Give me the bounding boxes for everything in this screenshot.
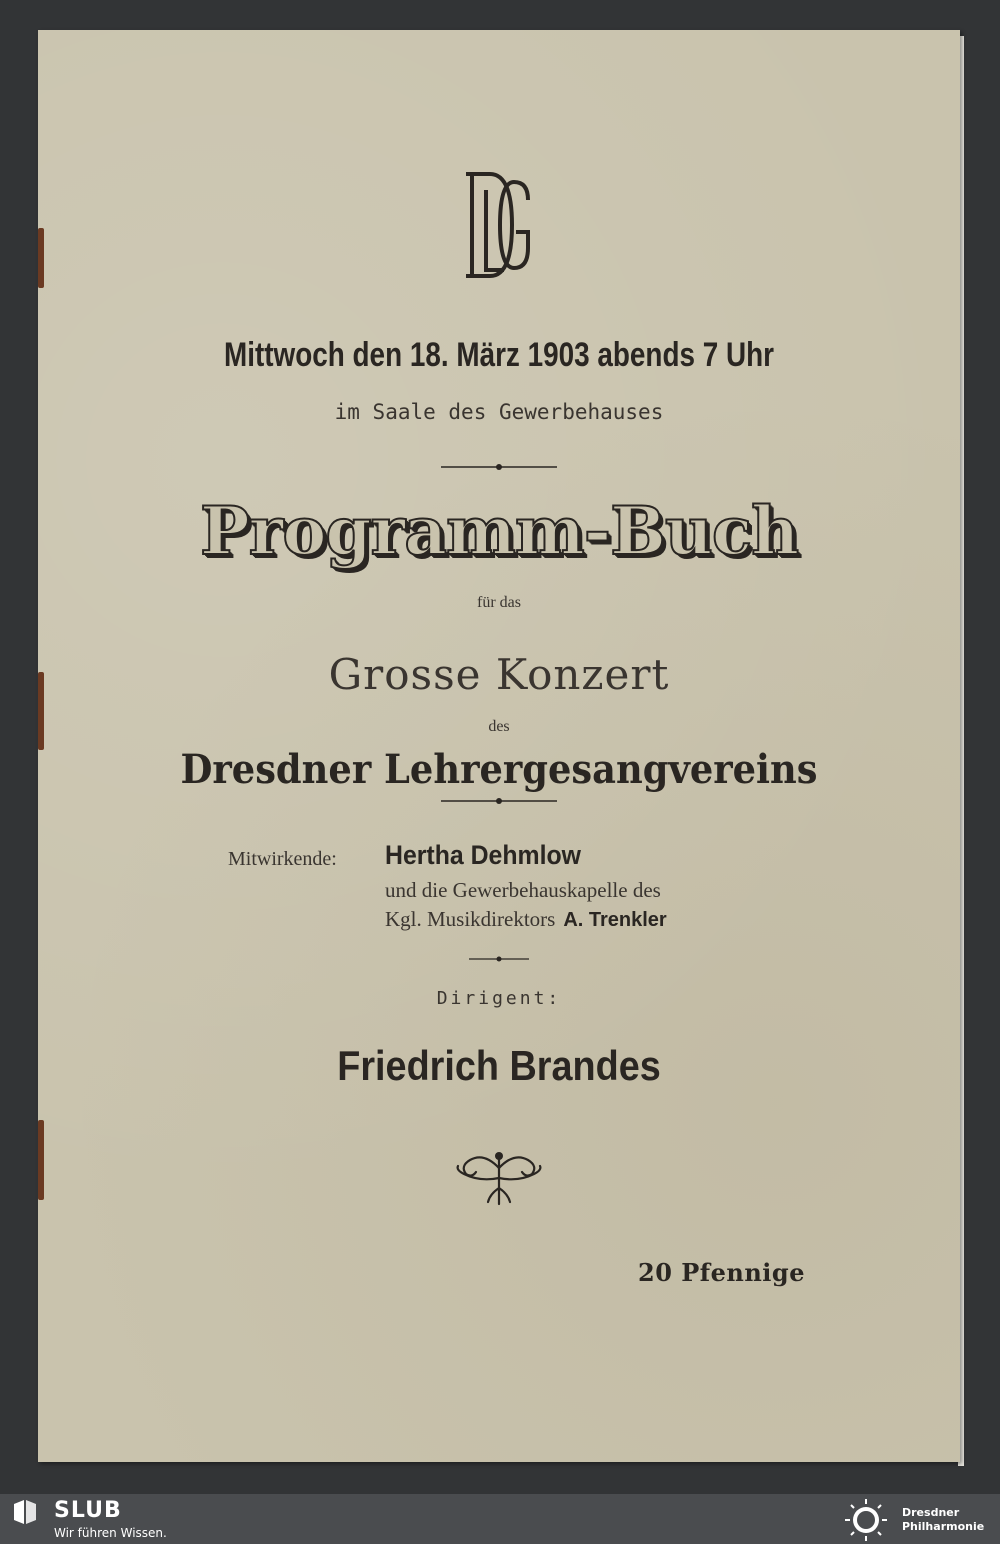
price-label: 20 Pfennige: [638, 1258, 805, 1287]
event-venue: im Saale des Gewerbehauses: [334, 400, 664, 424]
program-cover: [38, 30, 960, 1462]
soloist-name: Hertha Dehmlow: [385, 840, 582, 870]
participants-line-3-text: Kgl. Musikdirektors: [385, 907, 556, 931]
philharmonie-line-1: Dresdner: [902, 1506, 960, 1519]
divider-ornament: [38, 796, 960, 806]
fuer-das-text: für das: [477, 594, 521, 611]
divider-ornament: [38, 462, 960, 472]
participants-label: Mitwirkende:: [228, 848, 337, 870]
conductor-name: Friedrich Brandes: [337, 1042, 661, 1089]
philharmonie-line-2: Philharmonie: [902, 1520, 985, 1533]
staple-mark: [38, 1120, 44, 1200]
conductor-label: Dirigent:: [436, 988, 562, 1009]
event-date: Mittwoch den 18. März 1903 abends 7 Uhr: [223, 336, 775, 374]
slub-logo-text[interactable]: SLUB: [54, 1498, 122, 1523]
participants-line-3: [385, 907, 667, 932]
staple-mark: [38, 228, 44, 288]
slub-tagline: Wir führen Wissen.: [54, 1526, 167, 1540]
program-title: Programm-Buch: [199, 492, 799, 570]
divider-ornament-small: [38, 954, 960, 964]
society-name: Dresdner Lehrergesangvereins: [180, 746, 818, 793]
music-director-name: A. Trenkler: [563, 909, 667, 931]
philharmonie-sun-icon: [842, 1497, 890, 1543]
philharmonie-logo-text[interactable]: [902, 1506, 984, 1534]
des-text: des: [488, 718, 510, 735]
staple-mark: [38, 672, 44, 750]
slub-book-icon: [12, 1498, 38, 1526]
dlg-monogram-logo: [38, 170, 960, 280]
concert-title: Grosse Konzert: [328, 650, 670, 699]
floral-ornament-icon: [38, 1148, 960, 1208]
participants-line-2: und die Gewerbehauskapelle des: [385, 878, 661, 902]
